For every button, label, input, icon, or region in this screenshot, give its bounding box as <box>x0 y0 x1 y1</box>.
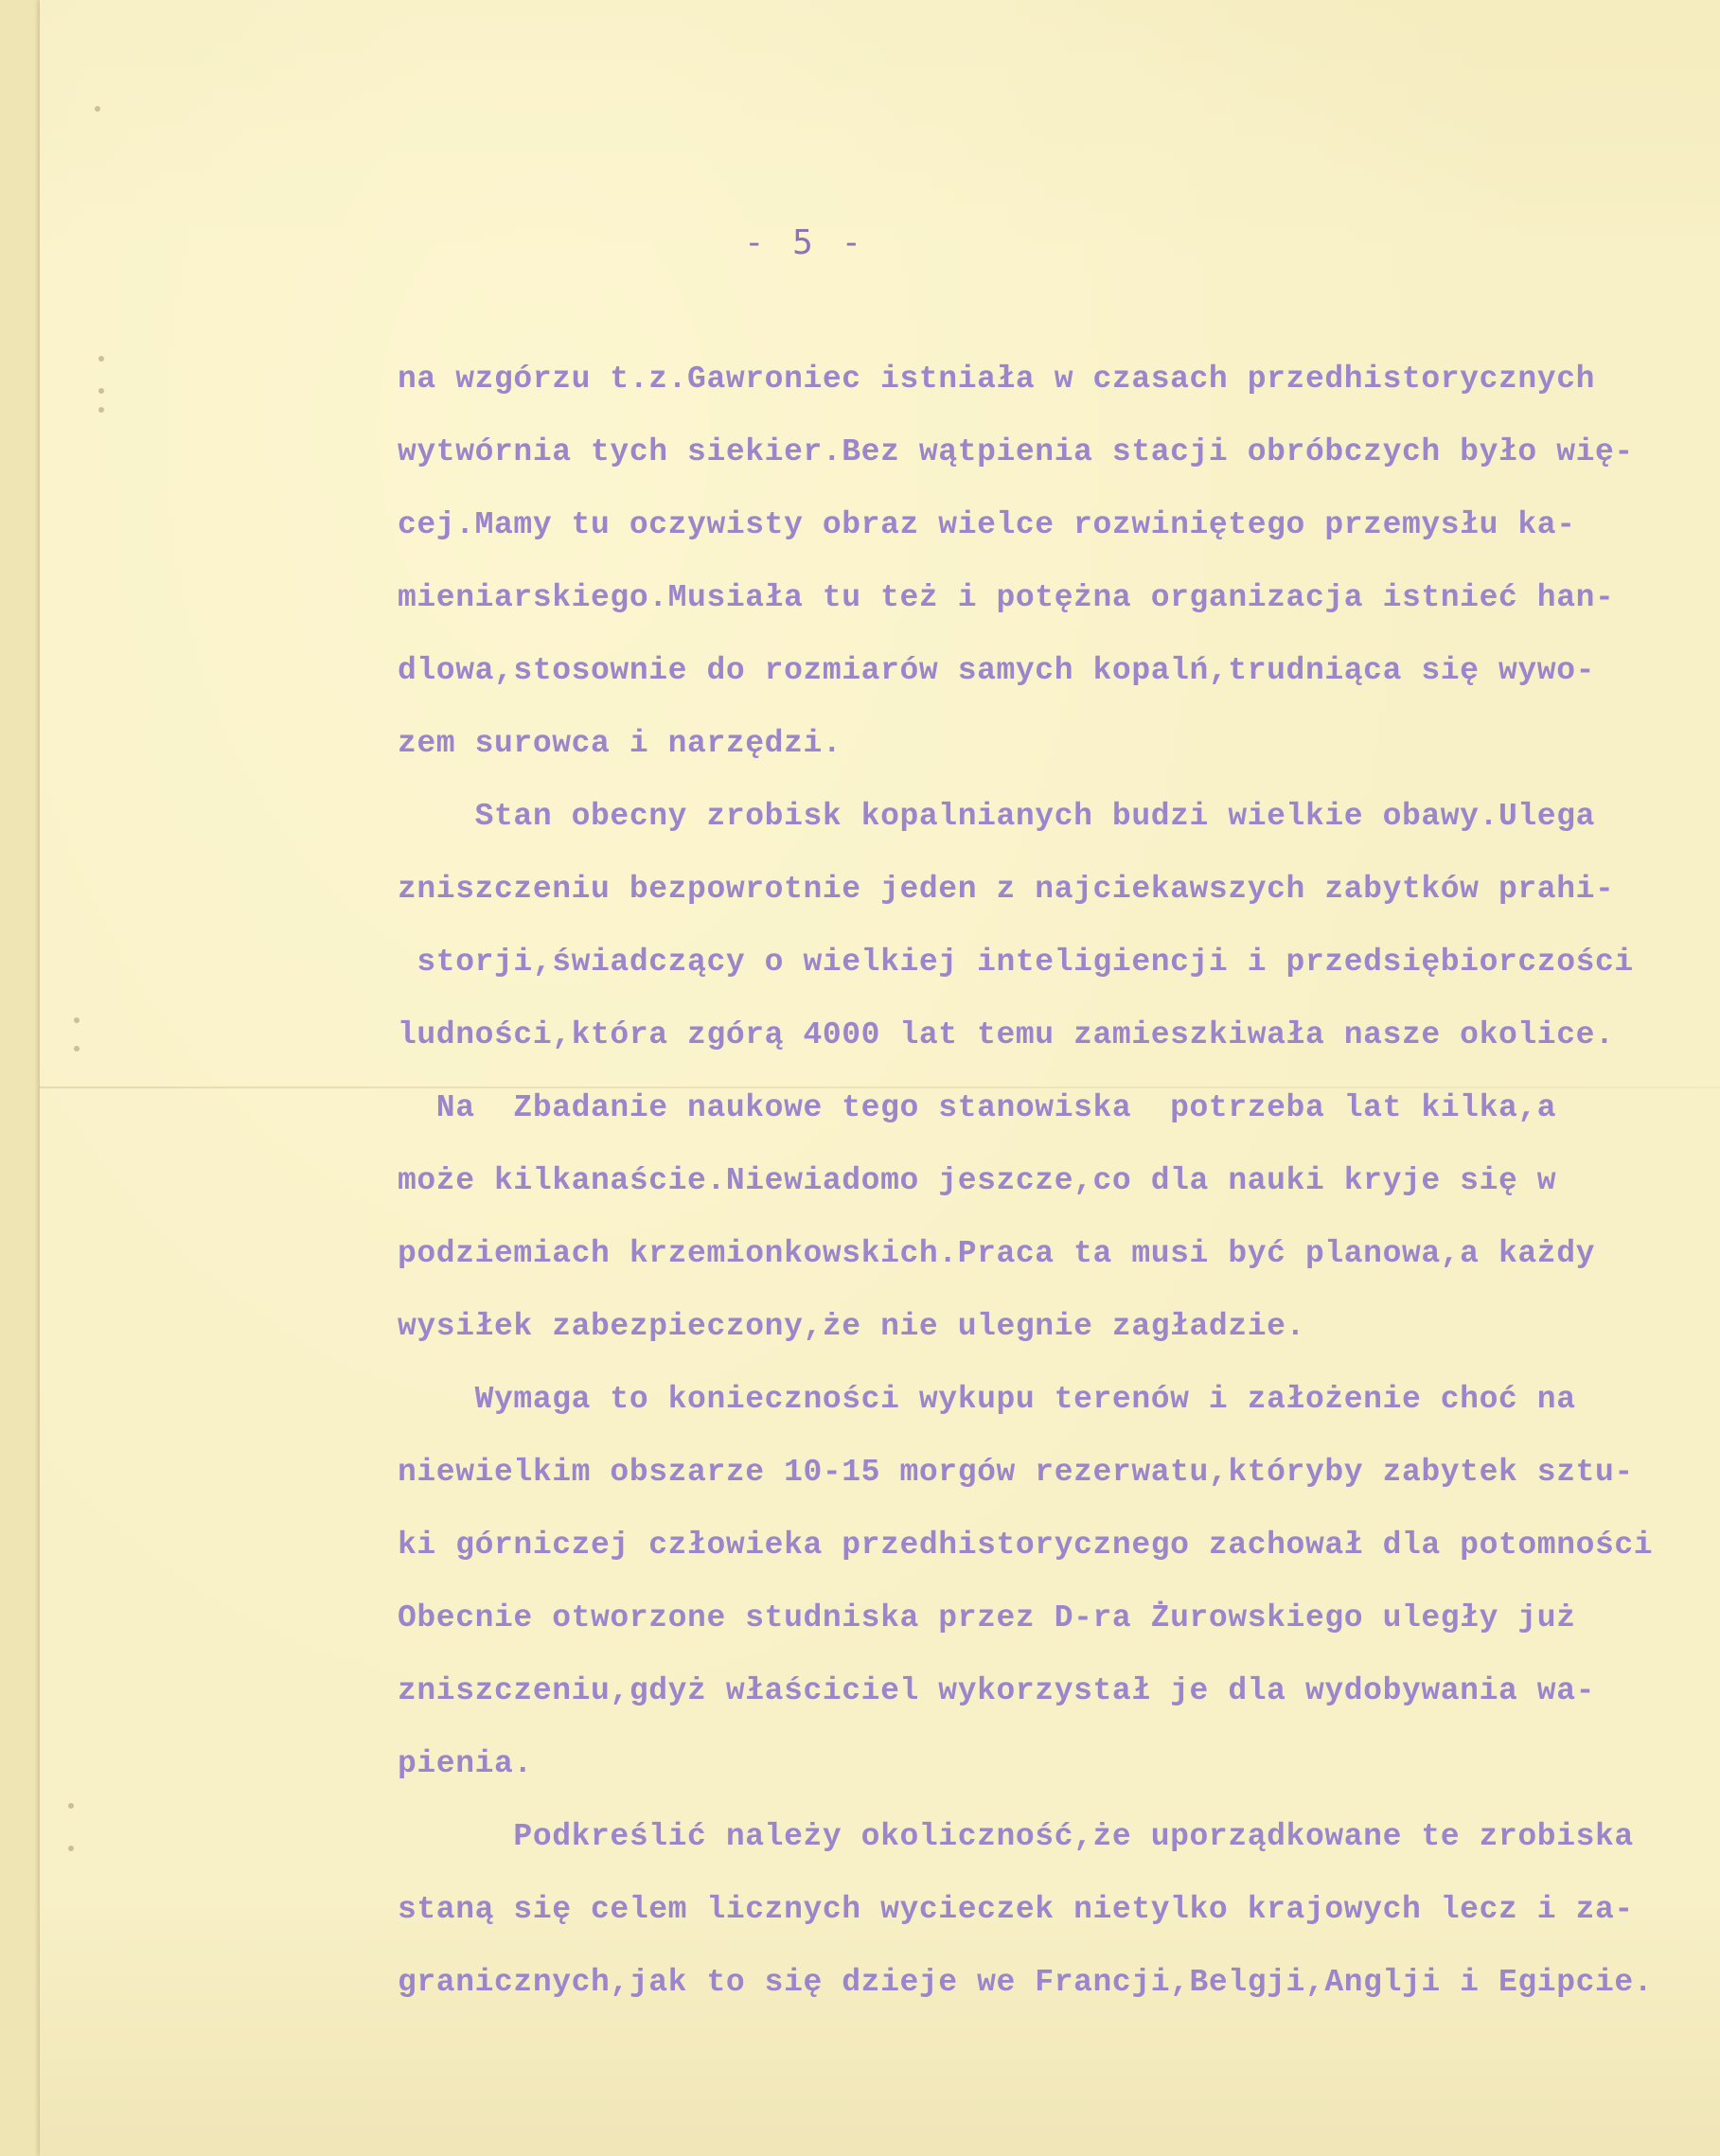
text-line: granicznych,jak to się dzieje we Francji,Belgji,Anglji i Egipcie. <box>398 1965 1654 2000</box>
paper-mark <box>74 1046 80 1051</box>
text-line: cej.Mamy tu oczywisty obraz wielce rozwiniętego przemysłu ka- <box>398 507 1576 542</box>
text-line: Obecnie otworzone studniska przez D-ra Żurowskiego uległy już <box>398 1600 1576 1635</box>
text-line: na wzgórzu t.z.Gawroniec istniała w czasach przedhistorycznych <box>398 362 1595 397</box>
page-edge <box>0 0 40 2156</box>
text-line: może kilkanaście.Niewiadomo jeszcze,co dla nauki kryje się w <box>398 1163 1557 1198</box>
paper-mark <box>95 106 100 112</box>
paper-mark <box>98 356 104 362</box>
text-line: zniszczeniu bezpowrotnie jeden z najciekawszych zabytków prahi- <box>398 872 1615 907</box>
text-line: mieniarskiego.Musiała tu też i potężna organizacja istnieć han- <box>398 580 1615 615</box>
text-line: Podkreślić należy okoliczność,że uporządkowane te zrobiska <box>398 1819 1634 1854</box>
text-line: zem surowca i narzędzi. <box>398 726 842 761</box>
text-line: ki górniczej człowieka przedhistorycznego zachował dla potomności <box>398 1528 1654 1563</box>
paper-mark <box>98 407 104 413</box>
text-line: Stan obecny zrobisk kopalnianych budzi wielkie obawy.Ulega <box>398 799 1595 834</box>
text-line: wysiłek zabezpieczony,że nie ulegnie zagładzie. <box>398 1309 1305 1344</box>
text-line: dlowa,stosownie do rozmiarów samych kopalń,trudniąca się wywo- <box>398 653 1595 688</box>
text-line: zniszczeniu,gdyż właściciel wykorzystał je dla wydobywania wa- <box>398 1673 1595 1708</box>
text-line: wytwórnia tych siekier.Bez wątpienia stacji obróbczych było wię- <box>398 434 1634 469</box>
text-line: pienia. <box>398 1746 533 1781</box>
page-number: - 5 - <box>743 223 866 262</box>
text-line: storji,świadczący o wielkiej inteligiencji i przedsiębiorczości <box>398 945 1634 980</box>
paper-mark <box>74 1017 80 1023</box>
text-line: Wymaga to konieczności wykupu terenów i założenie choć na <box>398 1382 1576 1417</box>
paper-mark <box>98 388 104 394</box>
text-line: podziemiach krzemionkowskich.Praca ta musi być planowa,a każdy <box>398 1236 1595 1271</box>
text-line: ludności,która zgórą 4000 lat temu zamieszkiwała nasze okolice. <box>398 1017 1615 1052</box>
paper-mark <box>68 1846 74 1851</box>
paper-mark <box>68 1803 74 1809</box>
typed-text-body <box>398 343 1654 2019</box>
text-line: Na Zbadanie naukowe tego stanowiska potrzeba lat kilka,a <box>398 1090 1557 1125</box>
text-line: staną się celem licznych wycieczek nietylko krajowych lecz i za- <box>398 1892 1634 1927</box>
text-line: niewielkim obszarze 10-15 morgów rezerwatu,któryby zabytek sztu- <box>398 1455 1634 1490</box>
